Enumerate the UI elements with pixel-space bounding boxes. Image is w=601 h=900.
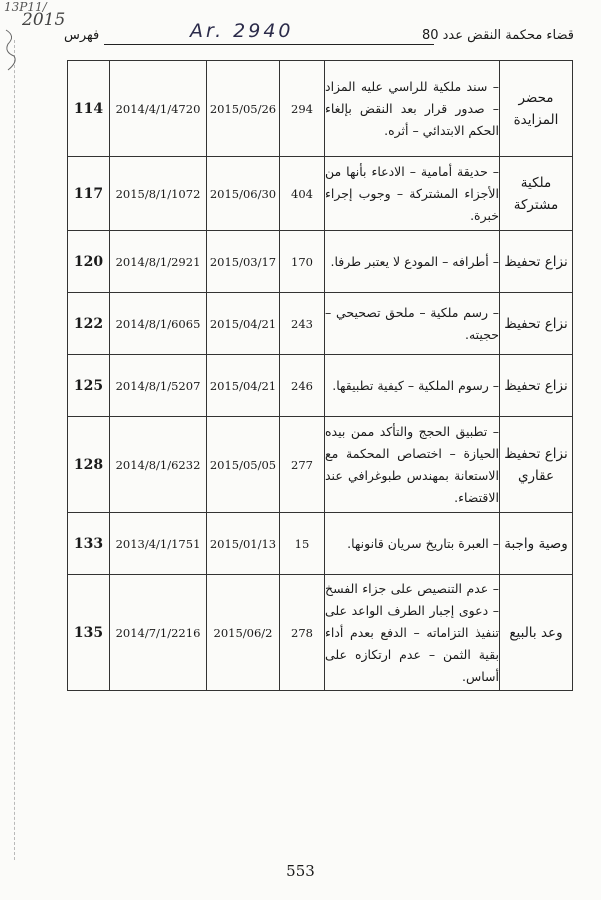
row-decision-number: 294 bbox=[280, 61, 325, 157]
table-row bbox=[68, 157, 573, 231]
header-index-label: فهرس bbox=[64, 28, 100, 43]
row-page-number: 125 bbox=[68, 355, 110, 417]
row-page-number: 128 bbox=[68, 417, 110, 513]
table-row bbox=[68, 417, 573, 513]
row-decision-number: 278 bbox=[280, 575, 325, 691]
row-description: – أطرافه – المودع لا يعتبر طرفا. bbox=[325, 231, 500, 293]
row-description: – حديقة أمامية – الادعاء بأنها من الأجزاء المشتركة – وجوب إجراء خبرة. bbox=[325, 157, 500, 231]
row-file-number: 2013/4/1/1751 bbox=[110, 513, 207, 575]
header-rule bbox=[104, 44, 434, 45]
row-date: 2015/06/2 bbox=[207, 575, 280, 691]
row-description: – تطبيق الحجج والتأكد ممن بيده الحيازة – اختصاص المحكمة مع الاستعانة بمهندس طبوغرافي عند الاقتضاء. bbox=[325, 417, 500, 513]
row-file-number: 2014/8/1/6232 bbox=[110, 417, 207, 513]
row-topic: نزاع تحفيظ bbox=[500, 293, 573, 355]
row-description: – رسم ملكية – ملحق تصحيحي – حجيته. bbox=[325, 293, 500, 355]
row-topic: نزاع تحفيظ bbox=[500, 355, 573, 417]
table-row bbox=[68, 293, 573, 355]
handwritten-reference: Ar. 2940 bbox=[190, 20, 294, 42]
row-date: 2015/01/13 bbox=[207, 513, 280, 575]
row-decision-number: 170 bbox=[280, 231, 325, 293]
row-page-number: 135 bbox=[68, 575, 110, 691]
table-row bbox=[68, 61, 573, 157]
row-topic: نزاع تحفيظ bbox=[500, 231, 573, 293]
table-row bbox=[68, 231, 573, 293]
row-decision-number: 404 bbox=[280, 157, 325, 231]
row-description: – العبرة بتاريخ سريان قانونها. bbox=[325, 513, 500, 575]
table-row bbox=[68, 513, 573, 575]
index-table bbox=[67, 60, 573, 691]
row-topic: نزاع تحفيظ عقاري bbox=[500, 417, 573, 513]
page-number: 553 bbox=[286, 862, 315, 880]
row-file-number: 2015/8/1/1072 bbox=[110, 157, 207, 231]
row-file-number: 2014/8/1/5207 bbox=[110, 355, 207, 417]
row-topic: ملكية مشتركة bbox=[500, 157, 573, 231]
row-description: – عدم التنصيص على جزاء الفسخ – دعوى إجبار الطرف الواعد على تنفيذ التزاماته – الدفع بعدم أداء بقية الثمن – عدم ارتكازه على أساس. bbox=[325, 575, 500, 691]
row-page-number: 120 bbox=[68, 231, 110, 293]
row-decision-number: 277 bbox=[280, 417, 325, 513]
row-date: 2015/04/21 bbox=[207, 355, 280, 417]
corner-year-annotation: 2015 bbox=[22, 10, 66, 30]
row-page-number: 117 bbox=[68, 157, 110, 231]
row-page-number: 114 bbox=[68, 61, 110, 157]
row-topic: وعد بالبيع bbox=[500, 575, 573, 691]
row-description: – رسوم الملكية – كيفية تطبيقها. bbox=[325, 355, 500, 417]
row-file-number: 2014/8/1/6065 bbox=[110, 293, 207, 355]
row-page-number: 122 bbox=[68, 293, 110, 355]
row-date: 2015/05/05 bbox=[207, 417, 280, 513]
table-row bbox=[68, 355, 573, 417]
margin-scribble bbox=[2, 26, 22, 76]
row-topic: وصية واجبة bbox=[500, 513, 573, 575]
row-decision-number: 15 bbox=[280, 513, 325, 575]
row-topic: محضر المزايدة bbox=[500, 61, 573, 157]
page-header bbox=[64, 22, 574, 52]
row-date: 2015/05/26 bbox=[207, 61, 280, 157]
margin-crease bbox=[14, 40, 15, 860]
row-file-number: 2014/7/1/2216 bbox=[110, 575, 207, 691]
row-description: – سند ملكية للراسي عليه المزاد – صدور قرار بعد النقض بإلغاء الحكم الابتدائي – أثره. bbox=[325, 61, 500, 157]
row-decision-number: 243 bbox=[280, 293, 325, 355]
row-page-number: 133 bbox=[68, 513, 110, 575]
row-file-number: 2014/4/1/4720 bbox=[110, 61, 207, 157]
corner-annotation: 13P11/ bbox=[4, 0, 47, 14]
header-title: قضاء محكمة النقض عدد 80 bbox=[421, 28, 574, 43]
row-file-number: 2014/8/1/2921 bbox=[110, 231, 207, 293]
row-date: 2015/03/17 bbox=[207, 231, 280, 293]
table-row bbox=[68, 575, 573, 691]
row-date: 2015/06/30 bbox=[207, 157, 280, 231]
row-date: 2015/04/21 bbox=[207, 293, 280, 355]
row-decision-number: 246 bbox=[280, 355, 325, 417]
